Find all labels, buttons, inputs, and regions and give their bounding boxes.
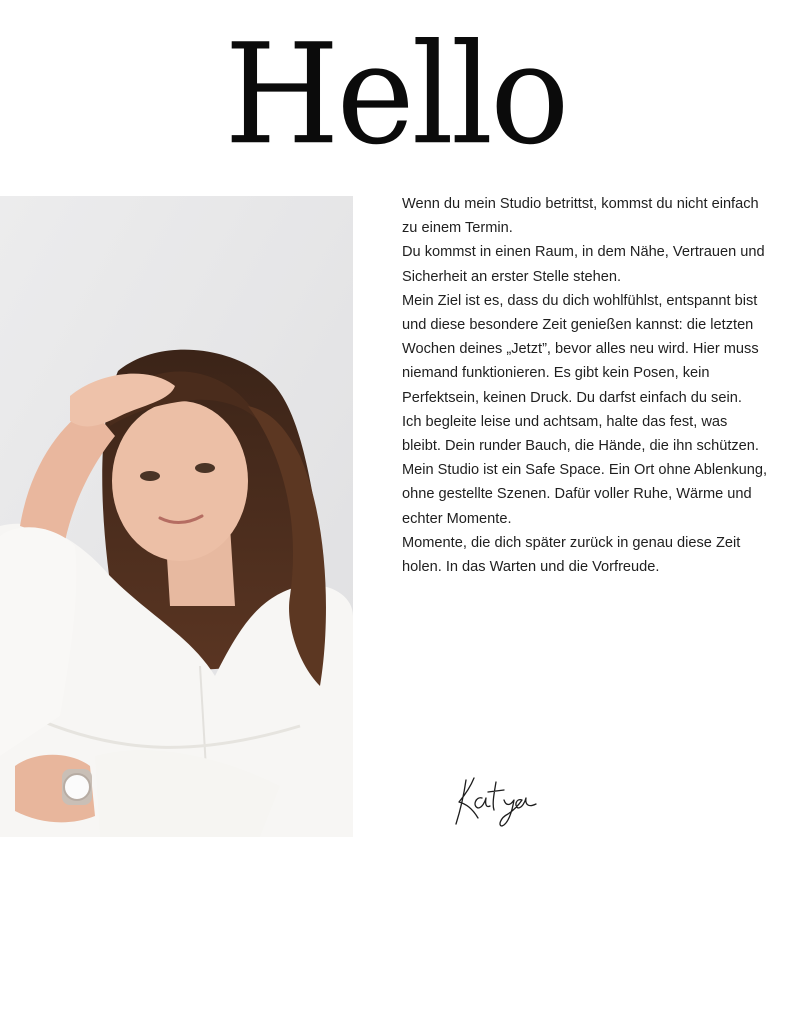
paragraph: Du kommst in einen Raum, in dem Nähe, Vertrauen und Sicherheit an erster Stelle stehen. [402,244,765,285]
intro-text [402,192,768,579]
page-title: Hello [224,14,567,176]
paragraph: Wenn du mein Studio betrittst, kommst du nicht einfach zu einem Termin. [402,196,759,237]
paragraph: Momente, die dich später zurück in genau diese Zeit holen. In das Warten und die Vorfreude. [402,534,741,576]
paragraph: Mein Ziel ist es, dass du dich wohlfühlst, entspannt bist und diese besondere Zeit genießen kannst: die letzten Wochen deines „Jetzt”, bevor alles neu wird. Hier muss niemand funktionieren. Es gibt kein Posen, kein Perfektsein, keinen Druck. Du darfst einfach du sein. [402,292,759,406]
signature [452,772,552,828]
paragraph: Ich begleite leise und achtsam, halte das fest, was bleibt. Dein runder Bauch, die Hände, die ihn schützen. [402,413,759,455]
portrait-photo [0,196,353,837]
paragraph: Mein Studio ist ein Safe Space. Ein Ort ohne Ablenkung, ohne gestellte Szenen. Dafür voller Ruhe, Wärme und echter Momente. [402,462,768,527]
